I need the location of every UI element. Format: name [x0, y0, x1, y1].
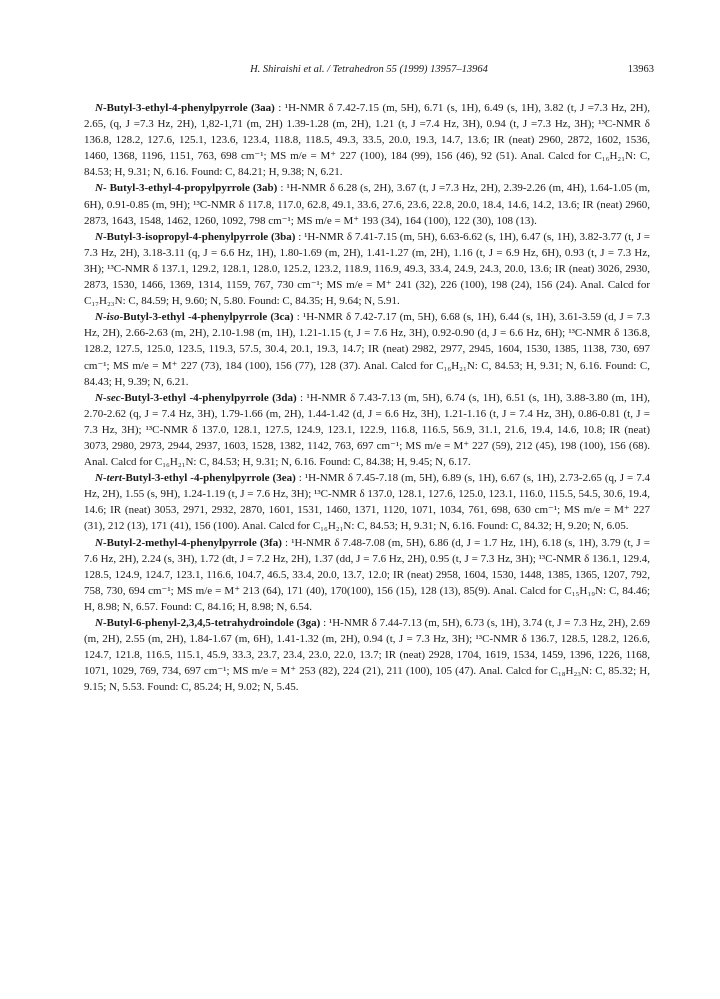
compound-name-rest: -Butyl-3-ethyl -4-phenylpyrrole (3da) — [120, 391, 297, 404]
compound-data: : ¹H-NMR δ 7.43-7.13 (m, 5H), 6.74 (s, 1H), 6.51 (s, 1H), 3.88-3.80 (m, 1H), 2.70-2.62 (q, J = 7.4 Hz, 3H), 1.79-1.66 (m, 2H), 1.44-1.42 (d, J = 6.6 Hz, 3H), 1.21-1.16 (t, J = 7.4 Hz, 3H), 0.86-0.81 (t, J = 7.3 Hz, 3H); ¹³C-NMR δ 137.0, 128.1, 127.5, 124.9, 123.1, 122.9, 116.8, 116.5, 56.9, 31.1, 21.6, 19.4, 14.6, 10.8; IR (neat) 3073, 2980, 2973, 2944, 2937, 1603, 1528, 1382, 1142, 763, 697 cm⁻¹; MS m/e = M⁺ 227 (59), 212 (45), 198 (100), 156 (68). Anal. Calcd for C₁₆H₂₁N: C, 84.53; H, 9.31; N, 6.16. Found: C, 84.38; H, 9.45; N, 6.17. — [84, 391, 650, 469]
running-title: H. Shiraishi et al. / Tetrahedron 55 (1999) 13957–13964 — [250, 64, 488, 75]
compound-name-prefix: N-tert — [95, 472, 122, 485]
compound-data: : ¹H-NMR δ 6.28 (s, 2H), 3.67 (t, J =7.3 Hz, 2H), 2.39-2.26 (m, 4H), 1.64-1.05 (m, 6H), 0.91-0.85 (m, 9H); ¹³C-NMR δ 117.8, 117.0, 62.8, 49.1, 33.6, 27.6, 23.6, 22.8, 20.0, 18.4, 14.6, 14.2, 13.6; IR (neat) 2960, 2873, 1643, 1548, 1462, 1260, 1092, 798 cm⁻¹; MS m/e = M⁺ 193 (34), 164 (100), 122 (30), 108 (13). — [84, 182, 651, 227]
compound-name — [95, 231, 295, 243]
compound-data: : ¹H-NMR δ 7.44-7.13 (m, 5H), 6.73 (s, 1H), 3.74 (t, J = 7.3 Hz, 2H), 2.69 (m, 2H), 2.55 (m, 2H), 1.84-1.67 (m, 6H), 1.41-1.32 (m, 2H), 0.94 (t, J = 7.3 Hz, 3H); ¹³C-NMR δ 136.7, 128.5, 128.2, 126.6, 124.7, 121.8, 116.5, 115.1, 45.9, 33.3, 23.7, 23.4, 23.0, 22.0, 13.7; IR (neat) 2928, 1704, 1619, 1534, 1459, 1396, 1226, 1168, 1071, 1029, 769, 734, 697 cm⁻¹; MS m/e = M⁺ 253 (82), 224 (21), 211 (100), 105 (47). Anal. Calcd for C₁₈H₂₃N: C, 85.32; H, 9.15; N, 5.53. Found: C, 85.24; H, 9.02; N, 5.45. — [84, 617, 650, 694]
compound-name — [95, 182, 277, 194]
compound-name-rest: -Butyl-3-isopropyl-4-phenylpyrrole (3ba) — [102, 230, 296, 243]
compound-data: : ¹H-NMR δ 7.42-7.17 (m, 5H), 6.68 (s, 1H), 6.44 (s, 1H), 3.61-3.59 (d, J = 7.3 Hz, 2H), 2.66-2.63 (m, 2H), 2.10-1.98 (m, 1H), 1.21-1.15 (t, J = 7.6 Hz, 3H), 0.92-0.90 (d, J = 6.6 Hz, 6H); ¹³C-NMR δ 136.8, 128.2, 127.5, 125.0, 123.5, 119.3, 57.5, 30.4, 20.1, 19.3, 14.7; IR (neat) 2982, 2977, 2945, 1604, 1530, 1385, 1138, 730, 697 cm⁻¹; MS m/e = M⁺ 227 (73), 184 (100), 156 (77), 128 (37). Anal. Calcd for C₁₆H₂₁N: C, 84.53; H, 9.31; N, 6.16. Found: C, 84.43; H, 9.39; N, 6.21. — [84, 311, 650, 388]
page-number: 13963 — [627, 64, 654, 75]
compound-name — [95, 617, 320, 629]
compound-data: : ¹H-NMR δ 7.41-7.15 (m, 5H), 6.63-6.62 (s, 1H), 6.47 (s, 1H), 3.82-3.77 (t, J = 7.3 Hz, 2H), 3.18-3.11 (q, J = 6.6 Hz, 1H), 1.80-1.69 (m, 2H), 1.41-1.27 (m, 2H), 1.16 (t, J = 6.9 Hz, 6H), 0.93 (t, J = 7.3 Hz, 3H); ¹³C-NMR δ 137.1, 129.2, 128.1, 128.0, 125.2, 123.2, 118.9, 116.9, 49.3, 33.4, 24.9, 24.3, 20.0, 13.6; IR (neat) 3026, 2930, 2873, 1530, 1466, 1369, 1314, 1159, 767, 730 cm⁻¹; MS m/e = M⁺ 241 (32), 226 (100), 198 (24), 156 (24). Anal. Calcd for C₁₇H₂₃N: C, 84.59; H, 9.60; N, 5.80. Found: C, 84.35; H, 9.64; N, 5.91. — [84, 230, 650, 308]
compound-name — [95, 472, 296, 484]
compound-data: : ¹H-NMR δ 7.42-7.15 (m, 5H), 6.71 (s, 1H), 6.49 (s, 1H), 3.82 (t, J =7.3 Hz, 2H), 2.65, (q, J =7.3 Hz, 2H), 1,82-1,71 (m, 2H) 1.39-1.28 (m, 2H), 1.21 (t, J =7.4 Hz, 3H), 0.94 (t, J =7.3 Hz, 3H); ¹³C-NMR δ 136.8, 128.2, 127.6, 125.1, 123.6, 123.4, 118.8, 118.5, 49.3, 33.5, 20.0, 19.3, 14.7, 13.6; IR (neat) 2960, 2872, 1602, 1536, 1460, 1368, 1196, 1151, 763, 698 cm⁻¹; MS m/e = M⁺ 227 (100), 184 (99), 156 (46), 92 (51). Anal. Calcd for C₁₆H₂₁N: C, 84.53; H, 9.31; N, 6.16. Found: C, 84.21; H, 9.38; N, 6.21. — [84, 102, 651, 179]
compound-name-rest: -Butyl-3-ethyl -4-phenylpyrrole (3ca) — [119, 311, 294, 324]
compound-data: : ¹H-NMR δ 7.48-7.08 (m, 5H), 6.86 (d, J = 1.7 Hz, 1H), 6.18 (s, 1H), 3.79 (t, J = 7.6 Hz, 2H), 2.24 (s, 3H), 1.72 (dt, J = 7.2 Hz, 2H), 1.37 (dd, J = 7.6 Hz, 2H), 0.95 (t, J = 7.3 Hz, 3H); ¹³C-NMR δ 136.1, 129.4, 128.5, 124.9, 124.7, 123.1, 116.6, 104.7, 46.5, 33.4, 20.0, 13.7, 12.0; IR (neat) 2958, 1604, 1530, 1448, 1385, 1365, 1207, 792, 758, 730, 694 cm⁻¹; MS m/e = M⁺ 213 (64), 171 (40), 170(100), 156 (15), 128 (13), 85(9). Anal. Calcd for C₁₅H₁₉N: C, 84.46; H, 8.98; N, 6.57. Found: C, 84.16; H, 8.98; N, 6.54. — [84, 536, 651, 613]
compound-name-prefix: N — [95, 617, 103, 629]
compound-entry — [84, 535, 650, 615]
compound-name-rest: -Butyl-6-phenyl-2,3,4,5-tetrahydroindole (3ga) — [102, 617, 321, 629]
compound-name-prefix: N — [95, 102, 103, 114]
compound-name-rest: - Butyl-3-ethyl-4-propylpyrrole (3ab) — [102, 182, 278, 195]
experimental-text — [84, 100, 650, 695]
compound-name-prefix: N-sec — [95, 391, 121, 404]
running-header — [84, 64, 654, 80]
compound-name-rest: -Butyl-3-ethyl -4-phenylpyrrole (3ea) — [121, 472, 296, 485]
compound-entry — [84, 470, 650, 534]
compound-name — [95, 537, 282, 549]
compound-entry — [84, 390, 650, 470]
compound-name — [95, 311, 294, 323]
compound-name-rest: -Butyl-3-ethyl-4-phenylpyrrole (3aa) — [102, 102, 275, 114]
compound-entry — [84, 309, 650, 389]
compound-entry — [84, 180, 650, 228]
compound-name-prefix: N — [95, 230, 103, 243]
compound-name-prefix: N — [95, 182, 103, 195]
compound-entry — [84, 100, 650, 180]
compound-name-prefix: N-iso — [95, 311, 120, 324]
compound-name-prefix: N — [95, 536, 103, 549]
compound-entry — [84, 229, 650, 309]
compound-name — [95, 102, 275, 114]
compound-data: : ¹H-NMR δ 7.45-7.18 (m, 5H), 6.89 (s, 1H), 6.67 (s, 1H), 2.73-2.65 (q, J = 7.4 Hz, 2H), 1.55 (s, 9H), 1.24-1.19 (t, J = 7.6 Hz, 3H); ¹³C-NMR δ 137.0, 128.1, 127.6, 125.0, 123.1, 116.0, 115.5, 54.5, 30.6, 19.4, 14.6; IR (neat) 3053, 2971, 2932, 2870, 1601, 1531, 1460, 1371, 1120, 1071, 1034, 761, 698, 630 cm⁻¹; MS m/e = M⁺ 227 (31), 212 (13), 171 (41), 156 (100). Anal. Calcd for C₁₆H₂₁N: C, 84.53; H, 9.31; N, 6.16. Found: C, 84.32; H, 9.20; N, 6.05. — [84, 472, 650, 533]
compound-name-rest: -Butyl-2-methyl-4-phenylpyrrole (3fa) — [102, 536, 282, 549]
compound-entry — [84, 615, 650, 695]
compound-name — [95, 392, 297, 404]
